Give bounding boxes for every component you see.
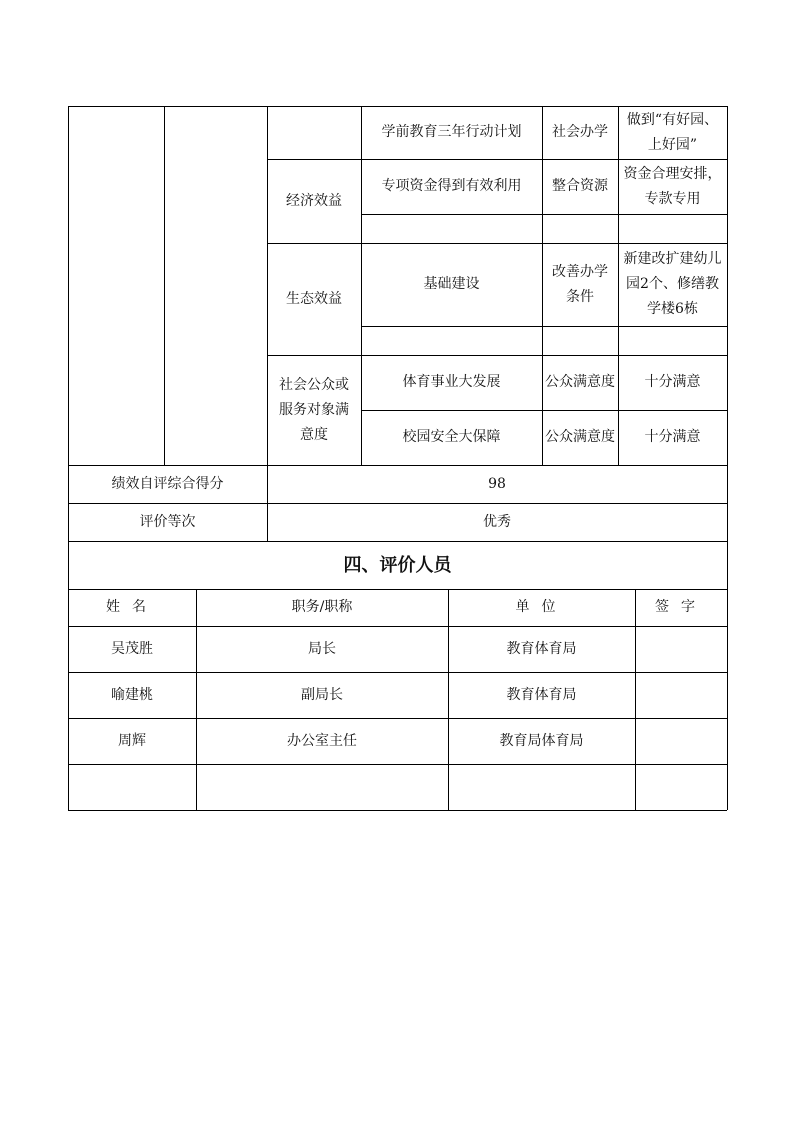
indicator-cell: 专项资金得到有效利用: [381, 178, 522, 194]
evaluator-position: 局长: [308, 640, 336, 657]
header-name: 姓名: [106, 599, 158, 615]
measure-cell: 公众满意度: [545, 429, 615, 445]
grid-line: [727, 106, 728, 810]
result-cell: 十分满意: [644, 429, 701, 445]
measure-cell: 改善办学条件: [552, 263, 608, 305]
header-position: 职务/职称: [291, 599, 353, 615]
evaluator-signature: [635, 718, 727, 764]
result-cell: 做到“有好园、上好园”: [626, 111, 719, 153]
evaluator-name: 周辉: [118, 732, 146, 749]
evaluator-signature: [635, 672, 727, 718]
result-cell: 十分满意: [644, 374, 701, 390]
evaluator-signature: [635, 626, 727, 672]
grid-line: [164, 106, 165, 465]
header-unit: 单位: [515, 599, 568, 615]
indicator-cell: 学前教育三年行动计划: [381, 124, 522, 140]
indicator-cell: 体育事业大发展: [402, 374, 501, 390]
header-signature: 签字: [655, 599, 707, 615]
self-score-value: 98: [488, 475, 506, 492]
evaluator-unit: 教育体育局: [506, 686, 577, 703]
grid-line: [361, 326, 727, 327]
measure-cell: 公众满意度: [545, 374, 615, 390]
evaluator-name: 喻建桃: [111, 686, 153, 703]
evaluator-unit: [448, 764, 635, 810]
evaluator-unit: 教育局体育局: [499, 732, 584, 749]
evaluator-position: 办公室主任: [287, 732, 357, 749]
result-cell: 新建改扩建幼儿园2个、修缮教学楼6栋: [623, 251, 722, 317]
indicator-cell: 校园安全大保障: [402, 429, 501, 445]
evaluator-name: [68, 764, 196, 810]
indicator-cell: 基础建设: [423, 276, 480, 292]
category-ecological: 生态效益: [286, 290, 342, 307]
self-score-label: 绩效自评综合得分: [111, 475, 224, 492]
evaluator-signature: [635, 764, 727, 810]
evaluator-unit: 教育体育局: [506, 640, 577, 657]
grid-line: [68, 810, 727, 811]
section-title: 四、评价人员: [343, 554, 452, 576]
grade-label: 评价等次: [139, 513, 196, 530]
evaluator-position: [196, 764, 448, 810]
measure-cell: 社会办学: [552, 124, 608, 140]
grade-value: 优秀: [483, 513, 511, 530]
evaluator-position: 副局长: [301, 686, 343, 703]
measure-cell: 整合资源: [552, 178, 608, 194]
category-economic: 经济效益: [286, 192, 342, 209]
evaluator-name: 吴茂胜: [111, 640, 153, 657]
category-satisfaction: 社会公众或服务对象满意度: [279, 376, 349, 443]
result-cell: 资金合理安排，专款专用: [623, 165, 722, 207]
grid-line: [361, 214, 727, 215]
